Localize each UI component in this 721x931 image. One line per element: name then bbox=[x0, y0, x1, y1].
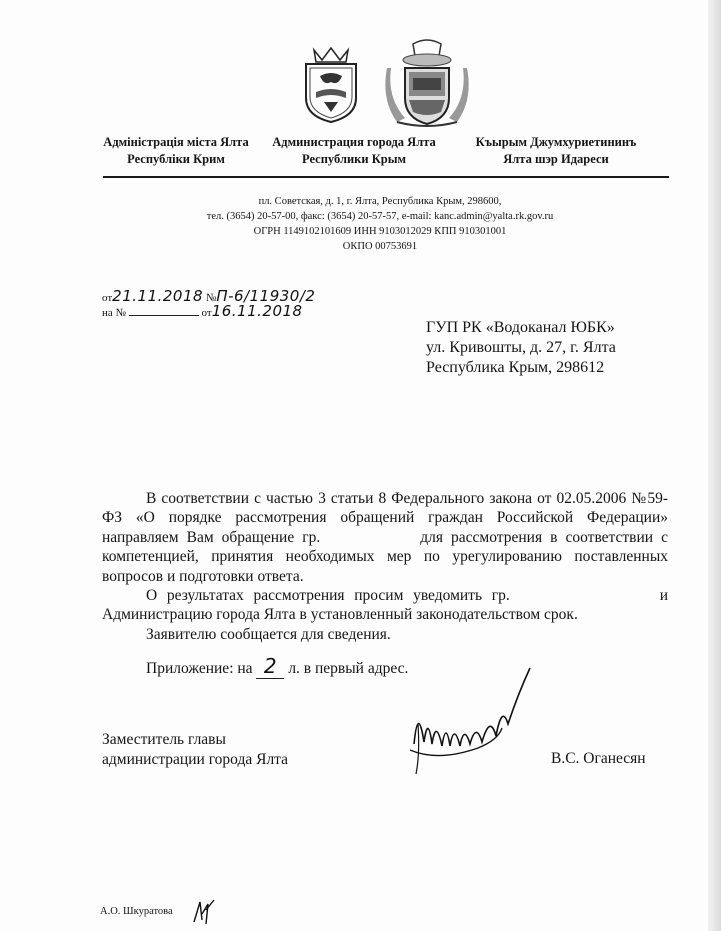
addressee-street: ул. Кривошты, д. 27, г. Ялта bbox=[426, 339, 616, 356]
scan-edge bbox=[708, 0, 721, 931]
incoming-number-blank bbox=[129, 305, 199, 316]
addressee-org: ГУП РК «Водоканал ЮБК» bbox=[426, 319, 615, 336]
contacts-block bbox=[160, 194, 600, 254]
signer-name: В.С. Оганесян bbox=[551, 750, 646, 767]
incoming-date: 16.11.2018 bbox=[211, 302, 303, 320]
executor-name: А.О. Шкуратова bbox=[100, 906, 173, 917]
body-paragraph-2: О результатах рассмотрения просим уведомить гр. и Администрацию города Ялта в установленный законодательством срок. bbox=[102, 587, 668, 624]
outgoing-reference: от21.11.2018 №П-6/11930/2 bbox=[102, 287, 316, 305]
contact-okpo: ОКПО 00753691 bbox=[342, 241, 418, 252]
header-divider bbox=[103, 176, 669, 178]
yalta-coat-of-arms-icon bbox=[300, 46, 362, 124]
outgoing-number: П-6/11930/2 bbox=[216, 287, 316, 305]
org-name-russian: Администрация города Ялта Республики Крым bbox=[272, 135, 436, 166]
crimea-coat-of-arms-icon bbox=[383, 38, 471, 128]
addressee-block bbox=[426, 318, 616, 378]
attachment-page-count: 2 bbox=[263, 654, 278, 678]
body-paragraph-1: В соответствии с частью 3 статьи 8 Федерального закона от 02.05.2006 №59-ФЗ «О порядке рассмотрения обращений граждан Российской Федерации» направляем Вам обращение гр. для рассмотрения в соответствии с компетенцией, принятия необходимых мер по урегулированию поставленных вопросов и подготовки ответа. bbox=[102, 490, 668, 585]
org-name-ukrainian: Адміністрація міста Ялта Республіки Крим bbox=[103, 135, 249, 166]
attachment-line: Приложение: на 2 л. в первый адрес. bbox=[146, 654, 409, 678]
outgoing-date: 21.11.2018 bbox=[112, 287, 204, 305]
org-name-crimean-tatar: Къырым Джумхуриетининъ Ялта шэр Идареси bbox=[475, 135, 637, 166]
letter-body bbox=[102, 489, 668, 644]
contact-ids: ОГРН 1149102101609 ИНН 9103012029 КПП 910301001 bbox=[253, 226, 507, 237]
contact-address: пл. Советская, д. 1, г. Ялта, Республика Крым, 298600, bbox=[258, 196, 502, 207]
incoming-reference: на № от16.11.2018 bbox=[102, 302, 303, 320]
signer-title: Заместитель главы администрации города Ялта bbox=[102, 731, 289, 768]
contact-phones: тел. (3654) 20-57-00, факс: (3654) 20-57-57, e-mail: kanc.admin@yalta.rk.gov.ru bbox=[206, 211, 554, 222]
handwritten-signature-icon bbox=[398, 664, 548, 784]
executor-initials-mark-icon bbox=[190, 896, 218, 926]
addressee-region: Республика Крым, 298612 bbox=[426, 359, 605, 376]
body-paragraph-3: Заявителю сообщается для сведения. bbox=[146, 625, 391, 643]
